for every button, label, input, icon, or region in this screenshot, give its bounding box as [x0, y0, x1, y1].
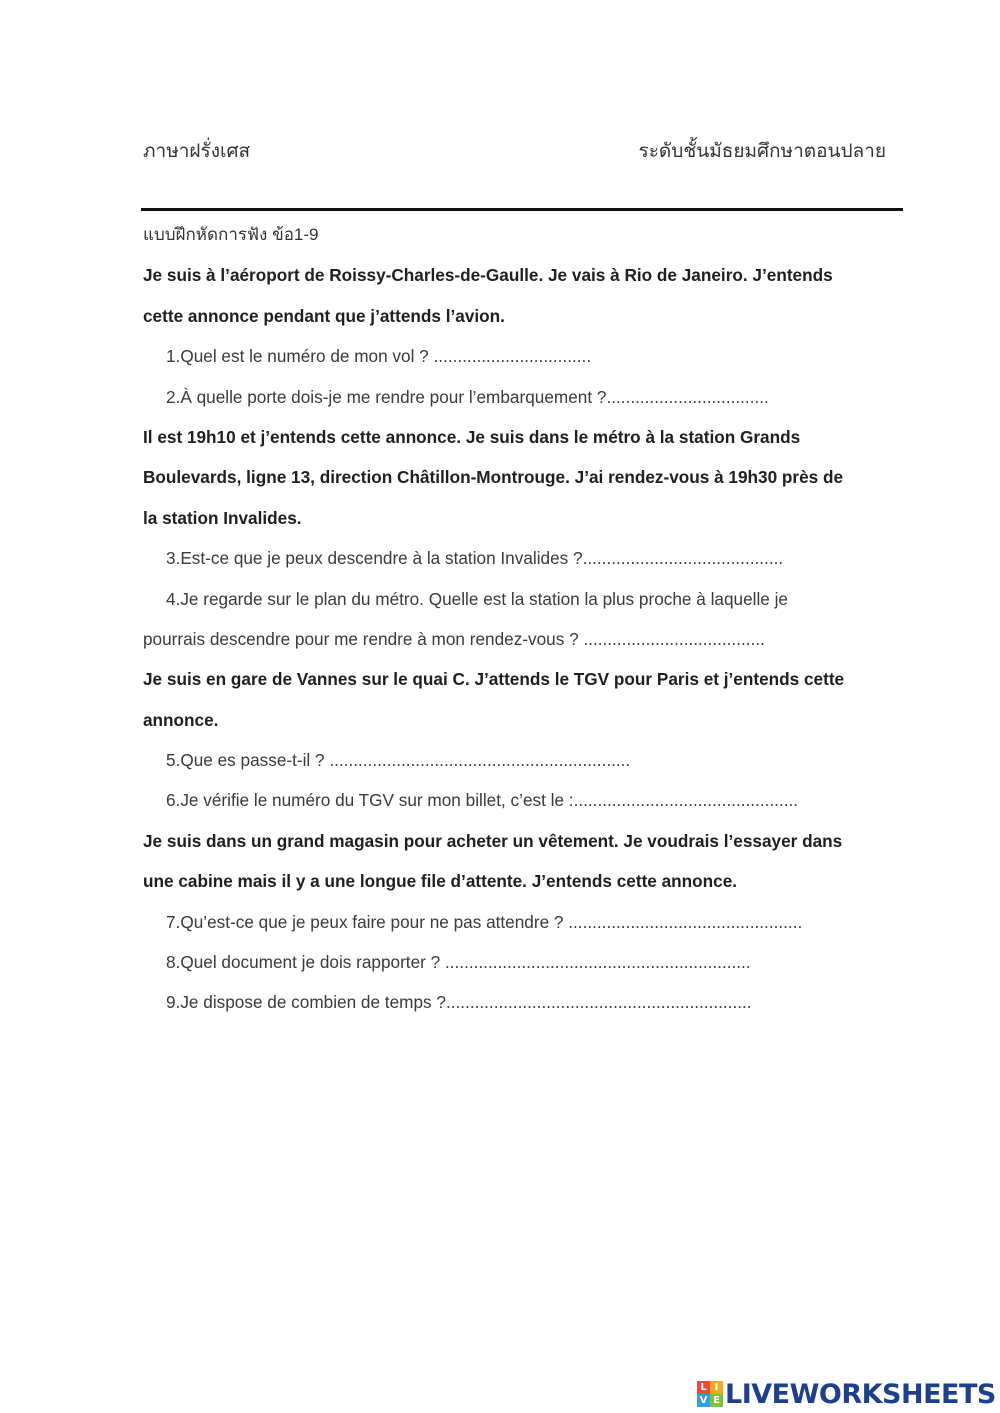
question-4-continued: pourrais descendre pour me rendre à mon rendez-vous ? ...................................... [143, 628, 765, 649]
question-4: 4.Je regarde sur le plan du métro. Quelle est la station la plus proche à laquelle je [166, 588, 788, 609]
context-line: Boulevards, ligne 13, direction Châtillon-Montrouge. J’ai rendez-vous à 19h30 près de [143, 467, 844, 488]
context-line: cette annonce pendant que j’attends l’avion. [143, 305, 505, 326]
question-5: 5.Que es passe-t-il ? ............................................................... [166, 750, 631, 771]
liveworksheets-logo [697, 1377, 996, 1411]
header-divider [141, 208, 903, 211]
context-line: Il est 19h10 et j’entends cette annonce. Je suis dans le métro à la station Grands [143, 426, 801, 447]
logo-icon [697, 1381, 723, 1407]
question-6: 6.Je vérifie le numéro du TGV sur mon billet, c’est le :............................................... [166, 790, 799, 811]
brand-name: LIVEWORKSHEETS [725, 1378, 996, 1410]
question-3: 3.Est-ce que je peux descendre à la station Invalides ?.......................................... [166, 548, 784, 569]
context-line: annonce. [143, 709, 219, 730]
subject-label: ภาษาฝรั่งเศส [143, 141, 251, 162]
question-8: 8.Quel document je dois rapporter ? ................................................................ [166, 952, 751, 973]
logo-letter: V [697, 1394, 710, 1407]
context-line: une cabine mais il y a une longue file d’attente. J’entends cette annonce. [143, 871, 738, 892]
logo-letter: I [710, 1381, 723, 1394]
exercise-title: แบบฝึกหัดการฟัง ข้อ1-9 [143, 225, 319, 244]
logo-letter: L [697, 1381, 710, 1394]
level-label: ระดับชั้นมัธยมศึกษาตอนปลาย [638, 141, 886, 162]
logo-letter: E [710, 1394, 723, 1407]
context-line: Je suis dans un grand magasin pour acheter un vêtement. Je voudrais l’essayer dans [143, 830, 843, 851]
question-7: 7.Qu’est-ce que je peux faire pour ne pas attendre ? ................................................. [166, 911, 803, 932]
context-line: la station Invalides. [143, 507, 302, 528]
question-9: 9.Je dispose de combien de temps ?................................................................ [166, 992, 752, 1013]
question-1: 1.Quel est le numéro de mon vol ? ................................. [166, 346, 592, 367]
question-2: 2.À quelle porte dois-je me rendre pour l’embarquement ?.................................. [166, 386, 769, 407]
context-line: Je suis à l’aéroport de Roissy-Charles-de-Gaulle. Je vais à Rio de Janeiro. J’entends [143, 265, 833, 286]
worksheet-content [143, 215, 903, 1023]
context-line: Je suis en gare de Vannes sur le quai C. J’attends le TGV pour Paris et j’entends cette [143, 669, 845, 690]
